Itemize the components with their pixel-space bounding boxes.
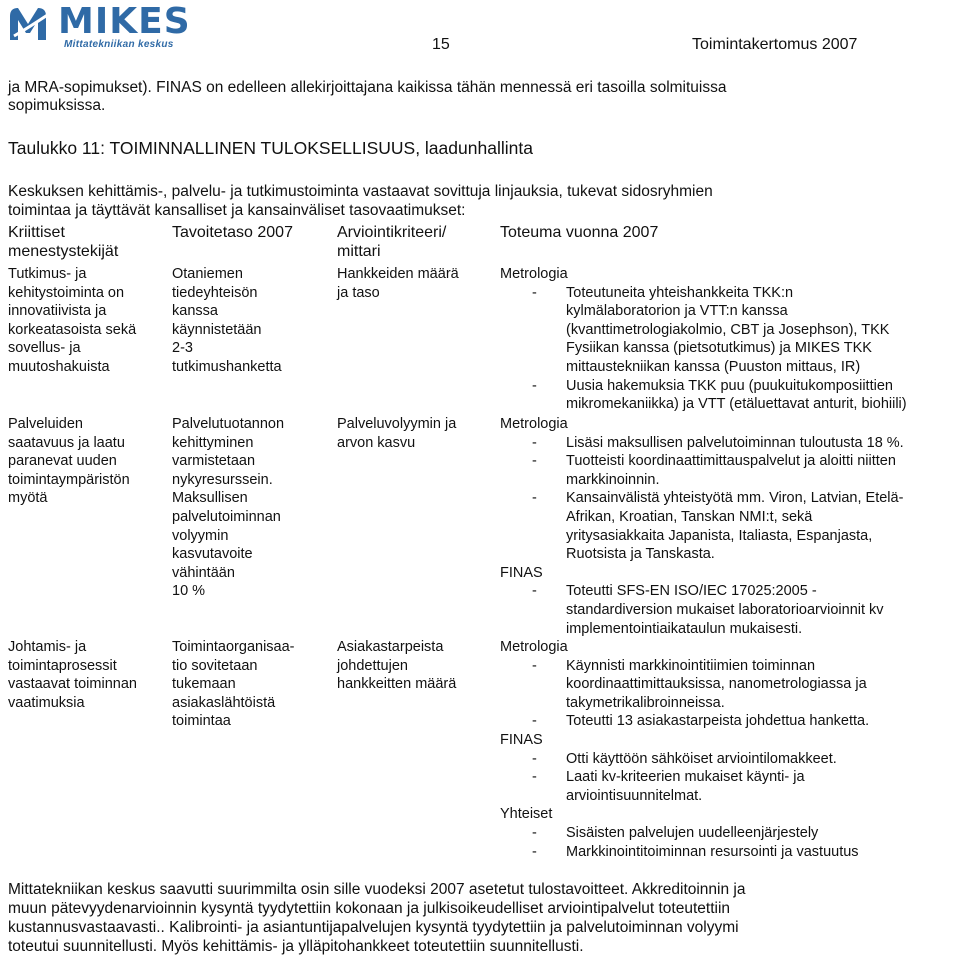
text-line: arvon kasvu	[337, 434, 416, 451]
text-line: käynnistetään	[172, 321, 262, 338]
text-line: standardiversion mukaiset laboratorioarvioinnit kv	[566, 601, 884, 618]
text-line: korkeatasoista sekä	[8, 321, 137, 338]
intro-line-2: sopimuksissa.	[8, 97, 106, 114]
bullet-dash: -	[532, 657, 537, 674]
row1-criteria	[337, 265, 487, 302]
text-line: tiedeyhteisön	[172, 284, 258, 301]
text-line: yritysasiakkaita Japanista, Italiasta, Espanjasta,	[566, 527, 873, 544]
text-line: Otti käyttöön sähköiset arviointilomakkeet.	[566, 750, 837, 767]
group-label: Metrologia	[500, 266, 568, 282]
text-line: Tutkimus- ja	[8, 266, 87, 282]
mikes-logo	[8, 1, 193, 52]
text-line: tukemaan	[172, 676, 236, 693]
closing-line-3: kustannusvastaavasti.. Kalibrointi- ja asiantuntijapalvelujen kysyntä tyydytettiin ja palvelutoiminnan volyymi	[8, 919, 739, 936]
list-item	[500, 452, 952, 489]
mikes-logo-mark-icon	[8, 6, 54, 42]
text-line: Toteutti 13 asiakastarpeista johdettua hanketta.	[566, 713, 870, 730]
group-label: Metrologia	[500, 416, 568, 432]
text-line: varmistetaan	[172, 453, 256, 470]
bullet-dash: -	[532, 434, 537, 451]
row2-criteria	[337, 415, 487, 452]
group-label: FINAS	[500, 731, 543, 748]
closing-line-1: Mittatekniikan keskus saavutti suurimmilta osin sille vuodeksi 2007 asetetut tulostavoitteet. Akkreditoinnin ja	[8, 881, 746, 898]
group-label: FINAS	[500, 564, 543, 581]
text-line: implementointiaikataulun mukaisesti.	[566, 620, 803, 637]
list-item	[500, 843, 952, 862]
text-line: Palveluvolyymin ja	[337, 416, 457, 432]
text-line: Hankkeiden määrä	[337, 266, 459, 282]
text-line: kehittyminen	[172, 434, 254, 451]
row3-critical-factor	[8, 638, 160, 712]
text-line: paranevat uuden	[8, 453, 117, 470]
text-line: vähintään	[172, 564, 235, 581]
header-realization: Toteuma vuonna 2007	[500, 224, 659, 241]
text-line: Afrikan, Kroatian, Tanskan NMI:t, sekä	[566, 508, 813, 525]
text-line: Kriittiset	[8, 224, 65, 241]
text-line: Laati kv-kriteerien mukaiset käynti- ja	[566, 769, 805, 786]
group-label: Metrologia	[500, 639, 568, 655]
text-line: volyymin	[172, 527, 229, 544]
text-line: mittaustekniikan kanssa (Puuston mittaus, IR)	[566, 358, 861, 375]
lead-line-2: toimintaa ja täyttävät kansalliset ja kansainväliset tasovaatimukset:	[8, 202, 466, 219]
list-item	[500, 750, 952, 769]
text-line: vaatimuksia	[8, 694, 85, 711]
text-line: kasvutavoite	[172, 546, 253, 563]
text-line: takymetrikalibroinneissa.	[566, 694, 725, 711]
text-line: Uusia hakemuksia TKK puu (puukuitukomposiittien	[566, 377, 893, 394]
text-line: markkinoinnin.	[566, 471, 660, 488]
text-line: saatavuus ja laatu	[8, 434, 125, 451]
text-line: vastaavat toiminnan	[8, 676, 137, 693]
bullet-dash: -	[532, 490, 537, 507]
text-line: menestystekijät	[8, 242, 119, 260]
list-item	[500, 657, 952, 713]
bullet-dash: -	[532, 453, 537, 470]
list-item	[500, 377, 952, 414]
row1-realization	[500, 265, 952, 414]
row3-target	[172, 638, 330, 731]
text-line: muutoshakuista	[8, 358, 110, 375]
row3-criteria	[337, 638, 487, 694]
header-critical-factors	[8, 224, 160, 261]
bullet-dash: -	[532, 843, 537, 860]
text-line: koordinaattimittauksissa, nanometrologiassa ja	[566, 676, 867, 693]
row3-realization	[500, 638, 952, 861]
bullet-dash: -	[532, 377, 537, 394]
row2-target	[172, 415, 330, 601]
text-line: tio sovitetaan	[172, 657, 258, 674]
header-target-level: Tavoitetaso 2007	[172, 224, 293, 241]
text-line: palvelutoiminnan	[172, 508, 281, 525]
list-item	[500, 434, 952, 453]
closing-line-4: toteutui suunnitellusti. Myös kehittämis- ja ylläpitohankkeet toteutettiin suunnitellusti.	[8, 938, 584, 955]
text-line: kylmälaboratorion ja VTT:n kanssa	[566, 303, 788, 320]
text-line: Lisäsi maksullisen palvelutoiminnan tuloutusta 18 %.	[566, 434, 904, 451]
bullet-dash: -	[532, 583, 537, 600]
text-line: Johtamis- ja	[8, 639, 87, 655]
text-line: innovatiivista ja	[8, 303, 107, 320]
text-line: sovellus- ja	[8, 340, 81, 357]
text-line: kanssa	[172, 303, 218, 320]
bullet-dash: -	[532, 750, 537, 767]
text-line: Ruotsista ja Tanskasta.	[566, 546, 715, 563]
list-item	[500, 582, 952, 638]
text-line: Arviointikriteeri/	[337, 224, 447, 241]
text-line: Toteutti SFS-EN ISO/IEC 17025:2005 -	[566, 583, 817, 600]
text-line: Sisäisten palvelujen uudelleenjärjestely	[566, 824, 819, 841]
text-line: 2-3	[172, 340, 193, 357]
text-line: Otaniemen	[172, 266, 243, 282]
list-item	[500, 768, 952, 805]
logo-wordmark: MIKES	[58, 1, 191, 42]
text-line: toimintaa	[172, 713, 231, 730]
group-label: Yhteiset	[500, 806, 553, 823]
lead-line-1: Keskuksen kehittämis-, palvelu- ja tutkimustoiminta vastaavat sovittuja linjauksia, tukevat sidosryhmien	[8, 183, 713, 200]
text-line: Tuotteisti koordinaattimittauspalvelut ja aloitti niitten	[566, 453, 896, 470]
intro-line-1: ja MRA-sopimukset). FINAS on edelleen allekirjoittajana kaikissa tähän mennessä eri tasoilla solmituissa	[8, 79, 727, 96]
text-line: Palvelutuotannon	[172, 416, 285, 432]
header-criteria	[337, 224, 487, 261]
text-line: nykyresurssein.	[172, 471, 273, 488]
row2-critical-factor	[8, 415, 160, 508]
text-line: hankkeitten määrä	[337, 676, 457, 693]
text-line: Kansainvälistä yhteistyötä mm. Viron, Latvian, Etelä-	[566, 490, 904, 507]
list-item	[500, 284, 952, 377]
text-line: arviointisuunnitelmat.	[566, 787, 703, 804]
bullet-dash: -	[532, 824, 537, 841]
closing-line-2: muun pätevyydenarvioinnin kysyntä tyydytettiin kokonaan ja julkisoikeudelliset arviointipalvelut toteutettiin	[8, 900, 731, 917]
page-number: 15	[432, 36, 450, 53]
table-caption: Taulukko 11: TOIMINNALLINEN TULOKSELLISUUS, laadunhallinta	[8, 138, 533, 158]
list-item	[500, 489, 952, 563]
text-line: Maksullisen	[172, 490, 248, 507]
text-line: Toimintaorganisaa-	[172, 639, 295, 655]
bullet-dash: -	[532, 713, 537, 730]
text-line: johdettujen	[337, 657, 408, 674]
text-line: Fysiikan kanssa (pietsotutkimus) ja MIKES TKK	[566, 340, 872, 357]
logo-subtitle: Mittatekniikan keskus	[64, 39, 174, 50]
bullet-dash: -	[532, 284, 537, 301]
text-line: Markkinointitoiminnan resursointi ja vastuutus	[566, 843, 859, 860]
text-line: kehitystoiminta on	[8, 284, 125, 301]
text-line: Asiakastarpeista	[337, 639, 444, 655]
text-line: mikromekaniikka) ja VTT (etäluettavat anturit, biohiili)	[566, 396, 907, 413]
text-line: Toteutuneita yhteishankkeita TKK:n	[566, 284, 794, 301]
text-line: tutkimushanketta	[172, 358, 282, 375]
text-line: myötä	[8, 490, 48, 507]
bullet-dash: -	[532, 769, 537, 786]
text-line: ja taso	[337, 284, 380, 301]
text-line: 10 %	[172, 583, 206, 600]
row1-target	[172, 265, 330, 377]
list-item	[500, 712, 952, 731]
row1-critical-factor	[8, 265, 160, 377]
text-line: toimintaympäristön	[8, 471, 130, 488]
text-line: Palveluiden	[8, 416, 83, 432]
text-line: toimintaprosessit	[8, 657, 117, 674]
text-line: (kvanttimetrologiakolmio, CBT ja Josephson), TKK	[566, 321, 890, 338]
row2-realization	[500, 415, 952, 638]
report-title: Toimintakertomus 2007	[692, 36, 858, 53]
text-line: mittari	[337, 242, 381, 260]
text-line: asiakaslähtöistä	[172, 694, 276, 711]
text-line: Käynnisti markkinointitiimien toiminnan	[566, 657, 816, 674]
list-item	[500, 824, 952, 843]
